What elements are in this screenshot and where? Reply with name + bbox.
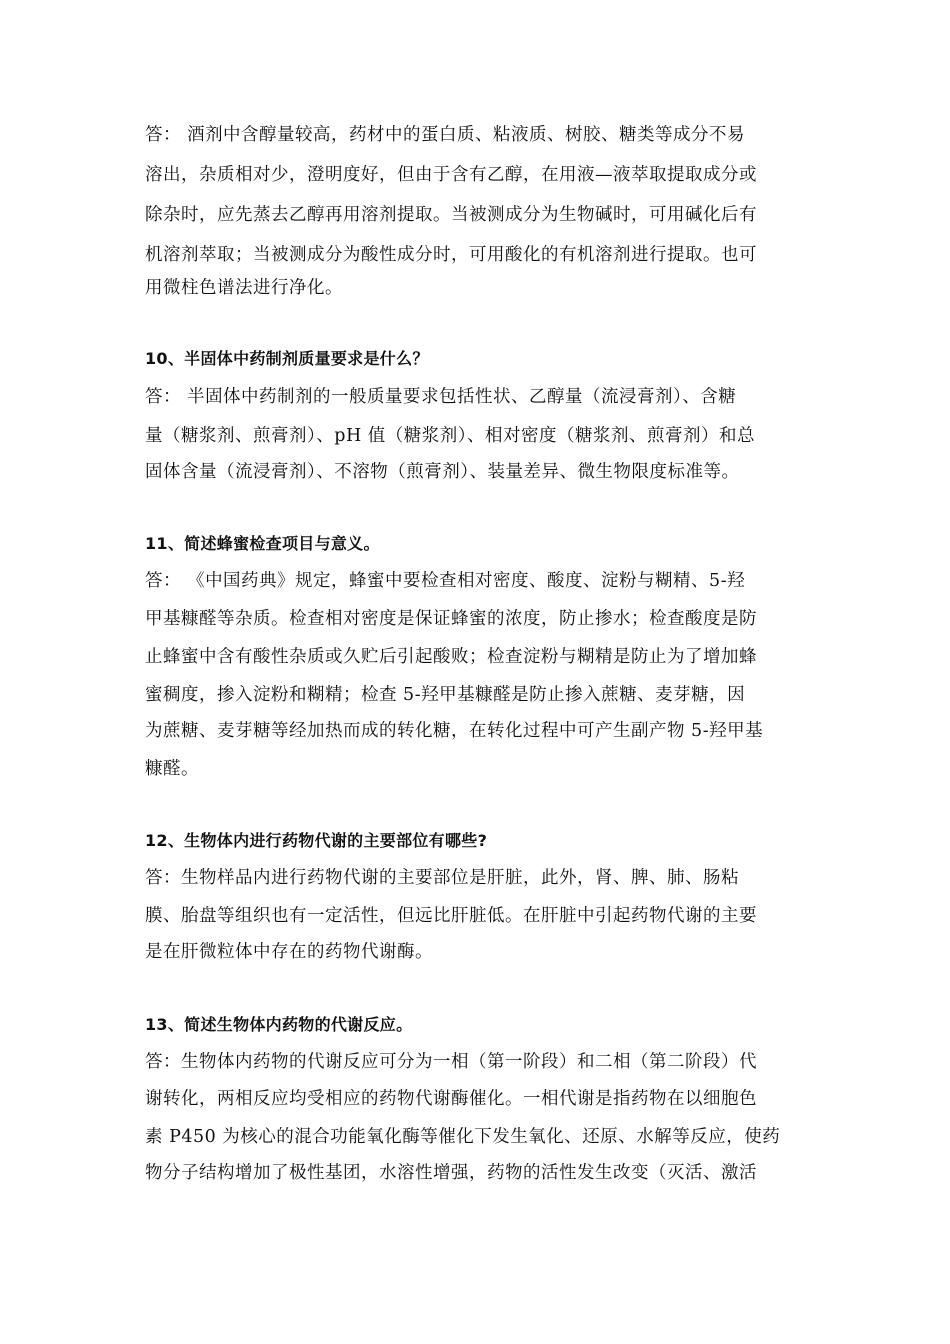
answer-line: 蜜稠度，掺入淀粉和糊精；检查 5-羟甲基糠醛是防止掺入蔗糖、麦芽糖，因 <box>145 685 746 705</box>
answer-line: 糠醛。 <box>145 759 199 779</box>
answer-line: 除杂时，应先蒸去乙醇再用溶剂提取。当被测成分为生物碱时，可用碱化后有 <box>145 205 757 225</box>
answer-line: 量（糖浆剂、煎膏剂）、pH 值（糖浆剂）、相对密度（糖浆剂、煎膏剂）和总 <box>145 426 756 446</box>
answer-line: 甲基糠醛等杂质。检查相对密度是保证蜂蜜的浓度，防止掺水；检查酸度是防 <box>145 609 757 629</box>
answer-line: 止蜂蜜中含有酸性杂质或久贮后引起酸败；检查淀粉与糊精是防止为了增加蜂 <box>145 647 757 667</box>
answer-line: 答：生物体内药物的代谢反应可分为一相（第一阶段）和二相（第二阶段）代 <box>145 1052 757 1072</box>
question-heading: 11、简述蜂蜜检查项目与意义。 <box>145 534 380 553</box>
question-heading: 12、生物体内进行药物代谢的主要部位有哪些? <box>145 831 488 850</box>
answer-line: 答： 酒剂中含醇量较高，药材中的蛋白质、粘液质、树胶、糖类等成分不易 <box>145 125 746 145</box>
answer-line: 膜、胎盘等组织也有一定活性，但远比肝脏低。在肝脏中引起药物代谢的主要 <box>145 906 757 926</box>
answer-line: 素 P450 为核心的混合功能氧化酶等催化下发生氧化、还原、水解等反应，使药 <box>145 1127 781 1147</box>
question-heading: 13、简述生物体内药物的代谢反应。 <box>145 1015 413 1034</box>
answer-line: 答：生物样品内进行药物代谢的主要部位是肝脏，此外，肾、脾、肺、肠粘 <box>145 868 739 888</box>
answer-line: 溶出，杂质相对少，澄明度好，但由于含有乙醇，在用液—液萃取提取成分或 <box>145 165 757 185</box>
answer-line: 机溶剂萃取；当被测成分为酸性成分时，可用酸化的有机溶剂进行提取。也可 <box>145 245 757 265</box>
answer-line: 固体含量（流浸膏剂）、不溶物（煎膏剂）、装量差异、微生物限度标准等。 <box>145 462 740 482</box>
answer-line: 答： 《中国药典》规定，蜂蜜中要检查相对密度、酸度、淀粉与糊精、5-羟 <box>145 571 746 591</box>
answer-line: 用微柱色谱法进行净化。 <box>145 278 343 298</box>
answer-line: 是在肝微粒体中存在的药物代谢酶。 <box>145 942 433 962</box>
question-heading: 10、半固体中药制剂质量要求是什么？ <box>145 349 429 368</box>
answer-line: 谢转化，两相反应均受相应的药物代谢酶催化。一相代谢是指药物在以细胞色 <box>145 1089 757 1109</box>
answer-line: 物分子结构增加了极性基团，水溶性增强，药物的活性发生改变（灭活、激活 <box>145 1163 757 1183</box>
answer-line: 答： 半固体中药制剂的一般质量要求包括性状、乙醇量（流浸膏剂）、含糖 <box>145 387 737 407</box>
answer-line: 为蔗糖、麦芽糖等经加热而成的转化糖，在转化过程中可产生副产物 5-羟甲基 <box>145 721 764 741</box>
